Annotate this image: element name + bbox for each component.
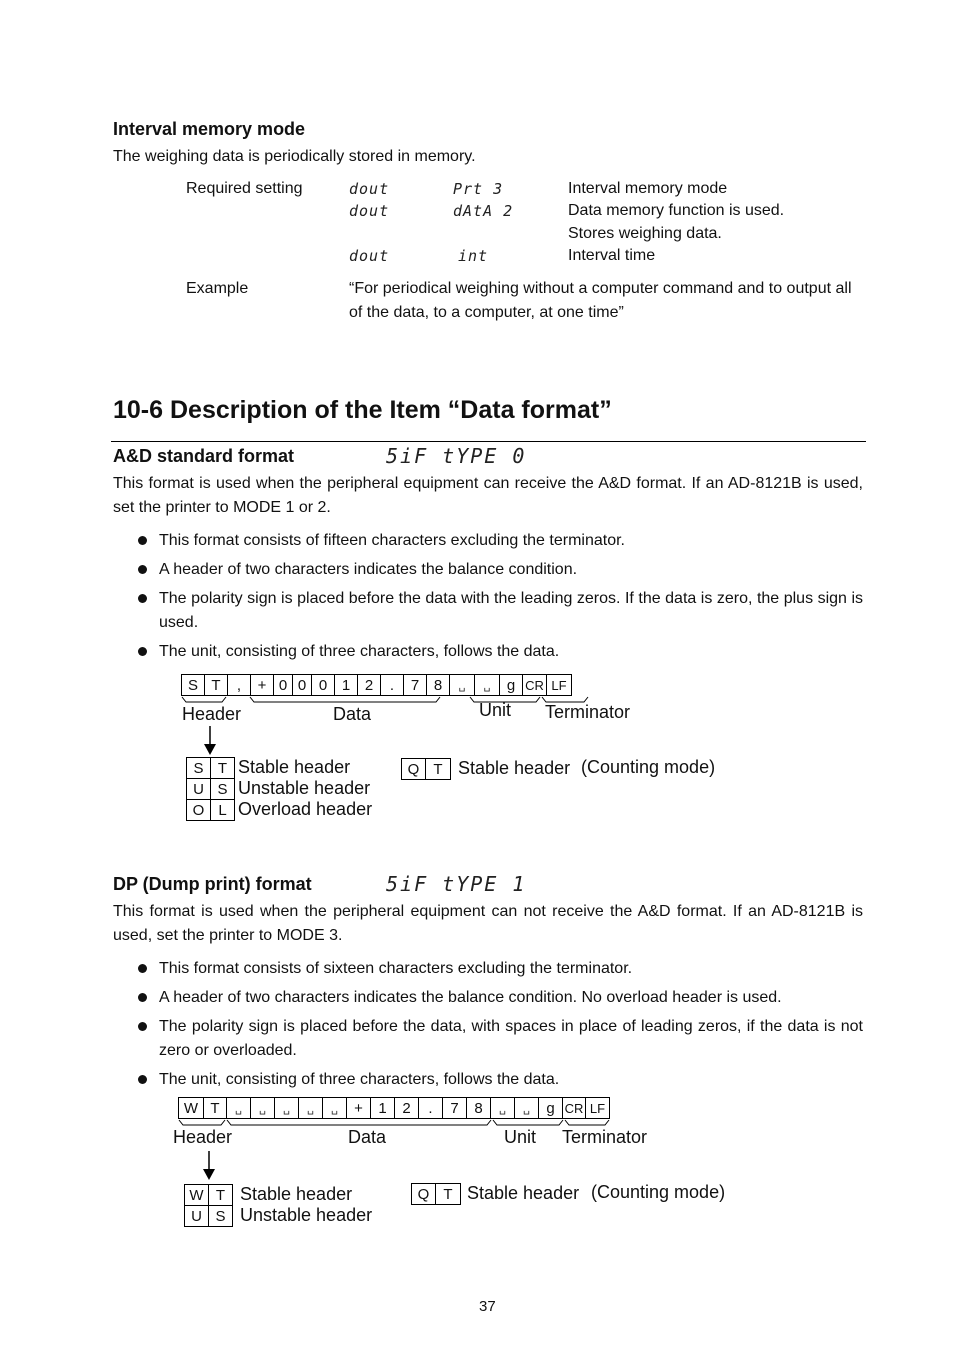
- format-cell: g: [500, 675, 523, 695]
- format-cell: g: [539, 1098, 563, 1118]
- qt-text: Stable header: [458, 758, 571, 778]
- unit-label: Unit: [504, 1127, 537, 1147]
- bullet: [138, 594, 147, 603]
- header-label: Header: [182, 704, 242, 724]
- format-cell: 0: [274, 675, 293, 695]
- dp-bullet: The unit, consisting of three characters, follows the data.: [159, 1071, 560, 1088]
- format-cell: 7: [404, 675, 427, 695]
- qt-note: (Counting mode): [591, 1182, 726, 1202]
- interval-intro: The weighing data is periodically stored in memory.: [113, 148, 476, 165]
- bullet: [138, 964, 147, 973]
- format-cell: 0: [293, 675, 312, 695]
- format-cell: 7: [443, 1098, 467, 1118]
- legend-cell: S: [211, 779, 235, 800]
- format-cell: 1: [371, 1098, 395, 1118]
- bullet: [138, 536, 147, 545]
- bullet: [138, 993, 147, 1002]
- format-cell: ␣: [515, 1098, 539, 1118]
- terminator-label: Terminator: [545, 702, 631, 722]
- down-arrow-icon: [202, 726, 218, 756]
- setting-key: dout: [349, 247, 390, 265]
- qt-cell: Q: [412, 1184, 436, 1204]
- setting-val: dAtA 2: [453, 202, 514, 220]
- setting-desc: Interval memory mode: [568, 180, 728, 197]
- required-setting-label: Required setting: [186, 180, 303, 197]
- format-cell: ␣: [491, 1098, 515, 1118]
- dp-braces: [177, 1119, 617, 1133]
- setting-desc: Data memory function is used.: [568, 202, 785, 219]
- format-cell: ␣: [299, 1098, 323, 1118]
- ad-bullet: The unit, consisting of three characters, follows the data.: [159, 643, 560, 660]
- ad-intro: This format is used when the peripheral equipment can receive the A&D format. If an AD-8121B is used, set the printer to MODE 1 or 2.: [113, 475, 863, 516]
- dp-bullet: A header of two characters indicates the balance condition. No overload header is used.: [159, 989, 782, 1006]
- format-cell: ␣: [251, 1098, 275, 1118]
- data-label: Data: [348, 1127, 387, 1147]
- section-title: 10-6 Description of the Item “Data format”: [113, 396, 612, 424]
- format-cell: ␣: [450, 675, 475, 695]
- format-cell: LF: [551, 677, 567, 693]
- format-cell: T: [204, 1098, 227, 1118]
- dp-format-cells: [178, 1097, 610, 1119]
- legend-cell: T: [209, 1185, 233, 1206]
- example-text: “For periodical weighing without a computer command and to output all of the data, to a computer, at one time”: [349, 280, 852, 321]
- ad-bullet: This format consists of fifteen characters excluding the terminator.: [159, 532, 625, 549]
- qt-note: (Counting mode): [581, 757, 716, 777]
- data-label: Data: [333, 704, 372, 724]
- legend-text: Stable header: [238, 757, 351, 777]
- bullet: [138, 1075, 147, 1084]
- dp-bullet: The polarity sign is placed before the data, with spaces in place of leading zeros, if the data is not zero or overloaded.: [159, 1018, 863, 1059]
- format-cell: CR: [523, 675, 547, 695]
- format-cell: CR: [563, 1098, 586, 1118]
- ad-format-cells: [181, 674, 572, 696]
- format-cell: LF: [589, 1100, 606, 1116]
- qt-text: Stable header: [467, 1183, 580, 1203]
- qt-cell: T: [443, 1185, 453, 1203]
- format-cell: W: [179, 1098, 204, 1118]
- section-rule: [111, 441, 866, 442]
- legend-cell: T: [211, 758, 235, 779]
- format-cell: .: [419, 1098, 443, 1118]
- legend-text: Stable header: [240, 1184, 353, 1204]
- format-cell: .: [381, 675, 404, 695]
- ad-bullet: The polarity sign is placed before the data with the leading zeros. If the data is zero, the plus sign is used.: [159, 590, 863, 631]
- legend-cell: L: [211, 800, 235, 821]
- setting-val: int: [458, 247, 489, 265]
- format-cell: T: [205, 675, 228, 695]
- ad-code: 5iF tYPE 0: [386, 444, 527, 468]
- format-cell: ␣: [475, 675, 500, 695]
- format-cell: ␣: [323, 1098, 347, 1118]
- example-label: Example: [186, 280, 249, 297]
- dp-code: 5iF tYPE 1: [386, 872, 527, 896]
- unit-label: Unit: [479, 700, 512, 720]
- format-cell: +: [347, 1098, 371, 1118]
- format-cell: ␣: [275, 1098, 299, 1118]
- format-cell: 0: [312, 675, 335, 695]
- legend-cell: W: [185, 1185, 209, 1206]
- legend-text: Unstable header: [240, 1205, 373, 1225]
- legend-cell: S: [187, 758, 211, 779]
- setting-key: dout: [349, 202, 390, 220]
- qt-cell: Q: [402, 759, 426, 779]
- dp-title: DP (Dump print) format: [113, 874, 312, 894]
- qt-cell: T: [433, 760, 443, 778]
- setting-desc: Stores weighing data.: [568, 225, 722, 242]
- ad-title: A&D standard format: [113, 446, 295, 466]
- format-cell: 8: [467, 1098, 491, 1118]
- ad-qt-cells: [401, 758, 451, 780]
- page-number: 37: [479, 1298, 496, 1315]
- format-cell: ␣: [227, 1098, 251, 1118]
- bullet: [138, 647, 147, 656]
- setting-desc: Interval time: [568, 247, 656, 264]
- dp-legend-grid: [184, 1184, 233, 1227]
- ad-bullet: A header of two characters indicates the balance condition.: [159, 561, 578, 578]
- down-arrow-icon: [201, 1151, 217, 1181]
- bullet: [138, 565, 147, 574]
- legend-text: Overload header: [238, 799, 373, 819]
- format-cell: +: [251, 675, 274, 695]
- format-cell: ,: [228, 675, 251, 695]
- dp-intro: This format is used when the peripheral equipment can not receive the A&D format. If an AD-8121B is used, set the printer to MODE 3.: [113, 903, 863, 944]
- dp-qt-cells: [411, 1183, 461, 1205]
- legend-text: Unstable header: [238, 778, 371, 798]
- ad-legend-grid: [186, 757, 235, 821]
- header-label: Header: [173, 1127, 233, 1147]
- setting-key: dout: [349, 180, 390, 198]
- format-cell: 8: [427, 675, 450, 695]
- legend-cell: O: [187, 800, 211, 821]
- format-cell: S: [182, 675, 205, 695]
- terminator-label: Terminator: [562, 1127, 648, 1147]
- format-cell: 2: [395, 1098, 419, 1118]
- format-cell: 1: [335, 675, 358, 695]
- legend-cell: S: [209, 1206, 233, 1227]
- dp-bullet: This format consists of sixteen characters excluding the terminator.: [159, 960, 633, 977]
- legend-cell: U: [185, 1206, 209, 1227]
- interval-title: Interval memory mode: [113, 119, 306, 139]
- setting-val: Prt 3: [453, 180, 504, 198]
- bullet: [138, 1022, 147, 1031]
- ad-braces: [180, 696, 600, 710]
- format-cell: 2: [358, 675, 381, 695]
- legend-cell: U: [187, 779, 211, 800]
